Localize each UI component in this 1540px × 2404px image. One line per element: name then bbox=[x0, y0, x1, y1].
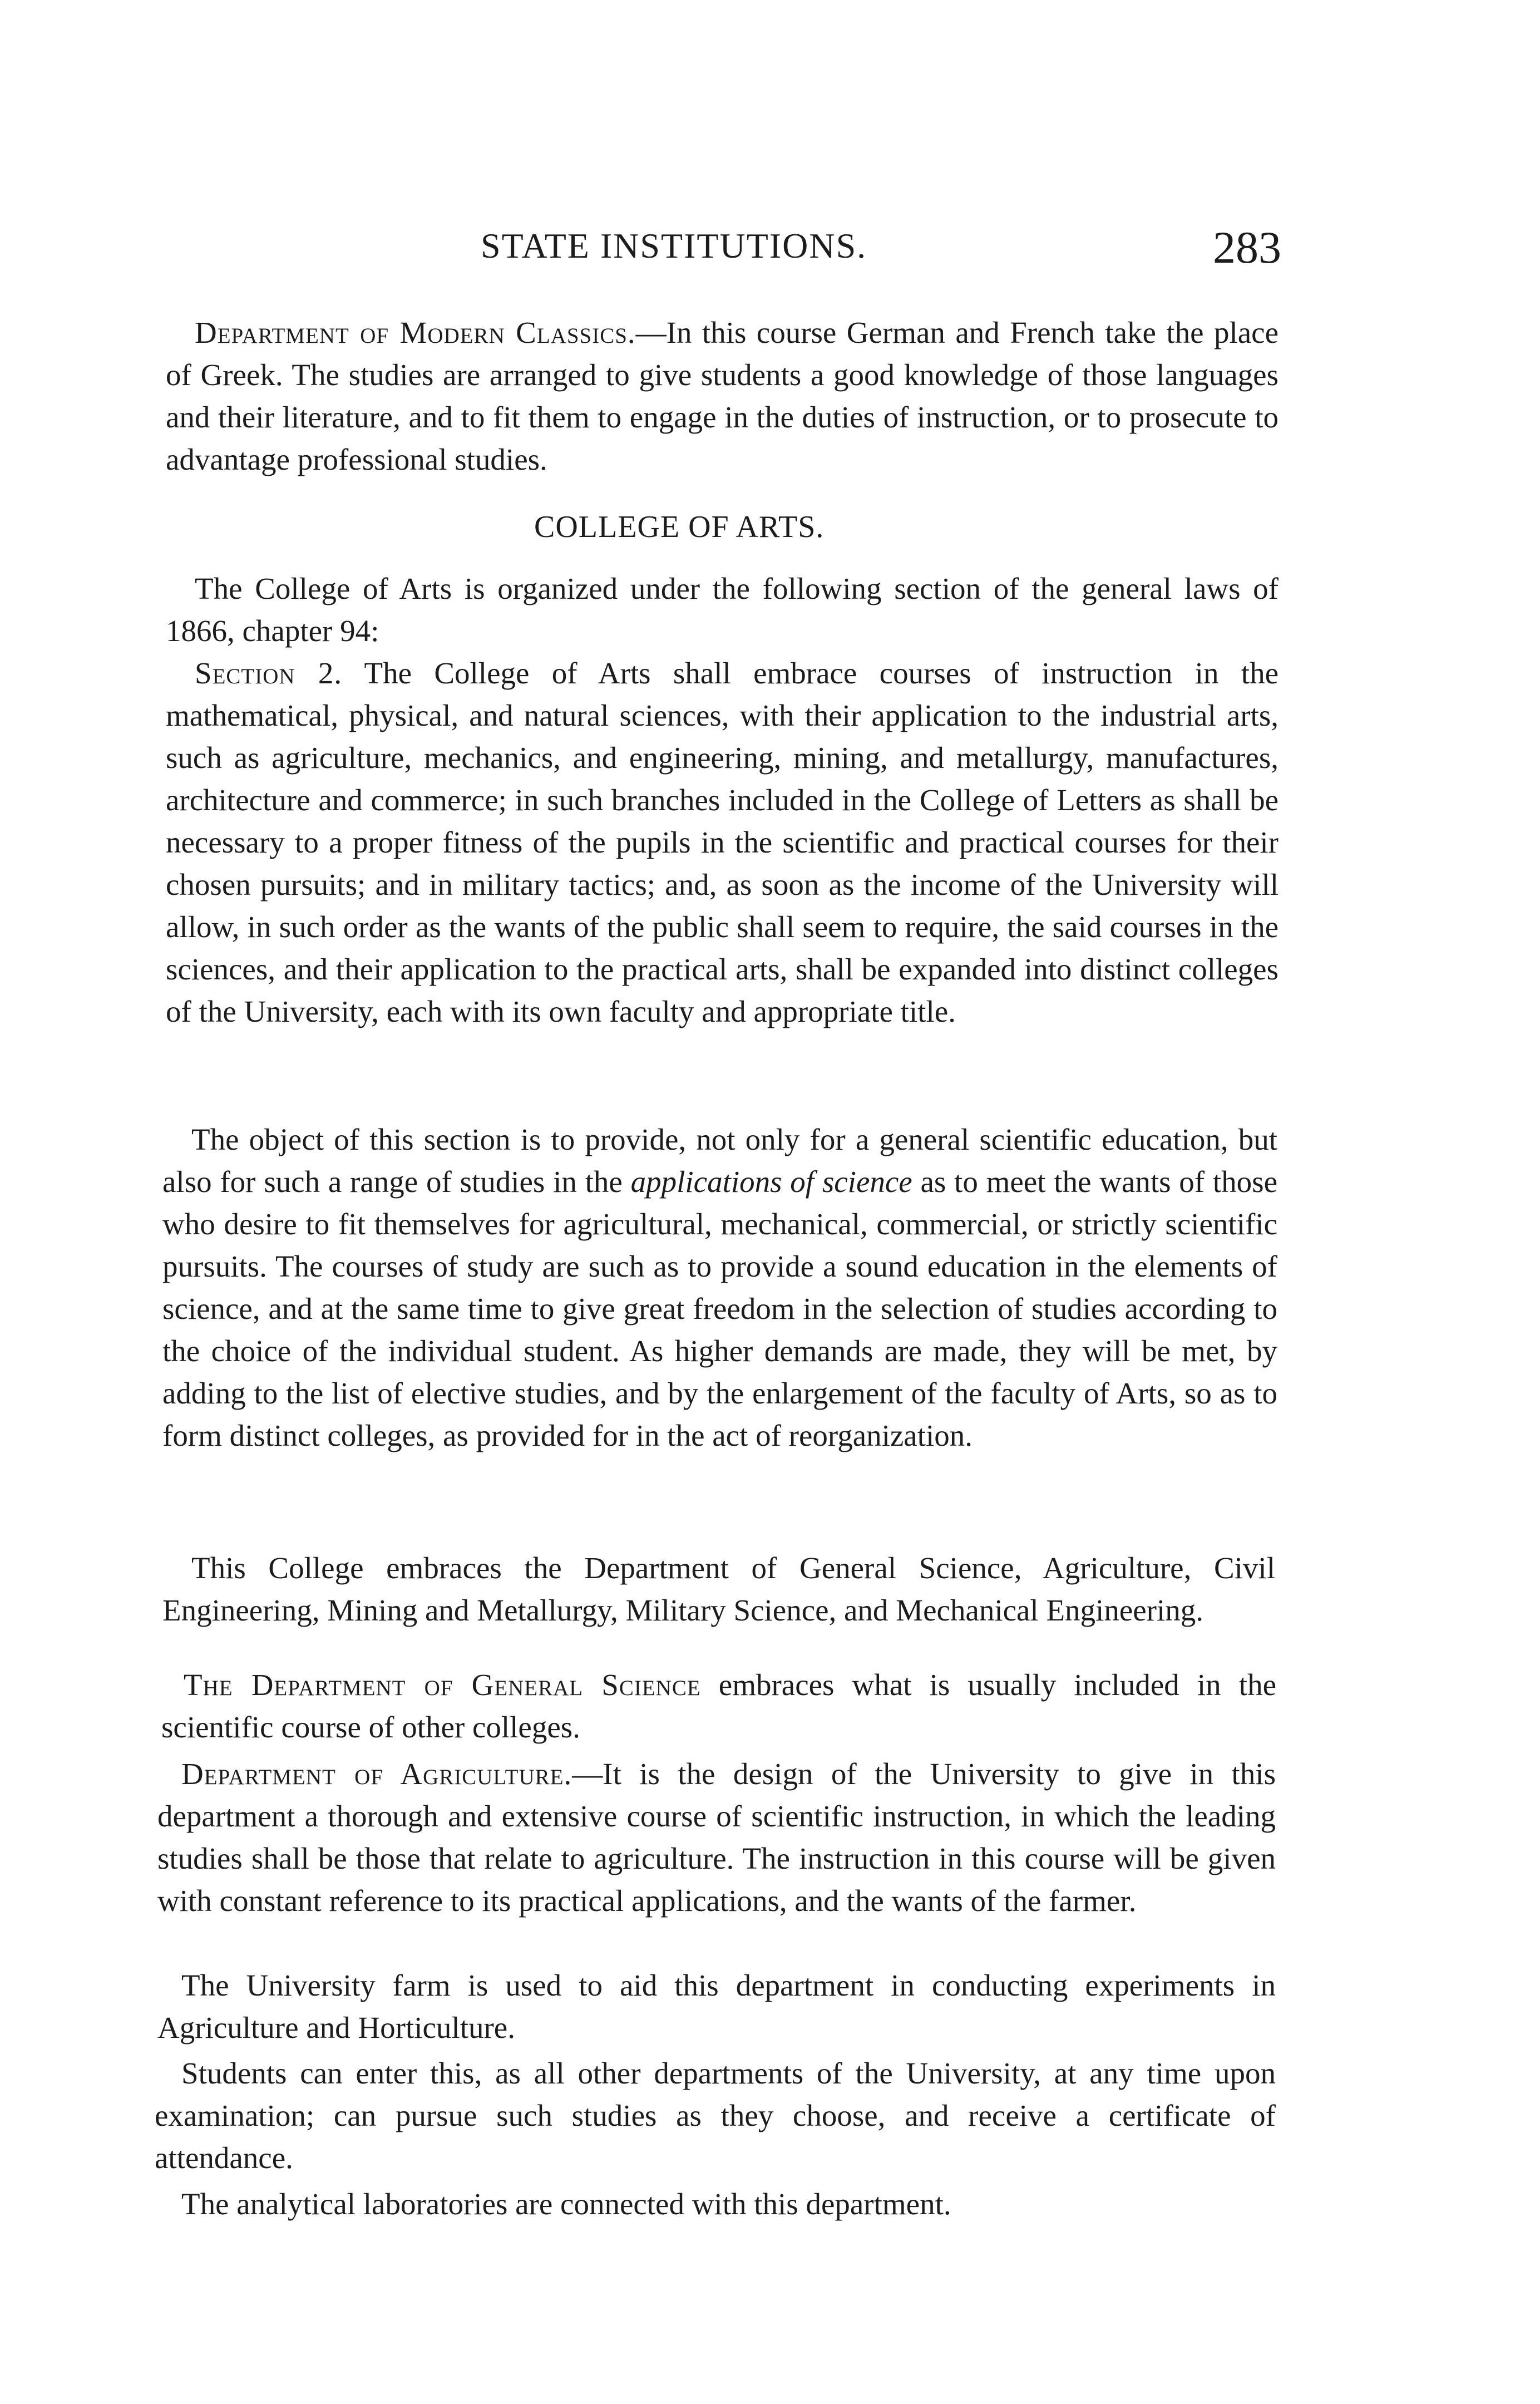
page-header-title: STATE INSTITUTIONS. bbox=[481, 226, 867, 265]
paragraph-laboratories: The analytical laboratories are connected with this department. bbox=[181, 2187, 951, 2221]
italic-phrase: applications of science bbox=[630, 1165, 912, 1199]
paragraph-lead: Section 2. bbox=[195, 656, 343, 690]
paragraph-lead: Department of Agriculture. bbox=[181, 1757, 572, 1791]
paragraph-text: —In this course German and French take the place of Greek. The studies are arranged to give students a good knowledge of those languages and their literature, and to fit them to engage in the duties of instruction, or to prosecute to advantage professional studies. bbox=[166, 316, 1279, 476]
paragraph-modern-classics bbox=[166, 312, 1279, 481]
page-number: 283 bbox=[1213, 222, 1281, 273]
paragraph-text: The object of this section is to provide, not only for a general scientific education, but also for such a range of studies in the bbox=[162, 1122, 1277, 1199]
paragraph-farm: The University farm is used to aid this department in conducting experiments in Agriculture and Horticulture. bbox=[157, 1968, 1276, 2045]
paragraph-lead: The Department of General Science bbox=[184, 1668, 701, 1702]
paragraph-embraces: This College embraces the Department of General Science, Agriculture, Civil Engineering, Mining and Metallurgy, Military Science, and Mechanical Engineering. bbox=[162, 1551, 1275, 1627]
paragraph-text: The College of Arts shall embrace courses of instruction in the mathematical, physical, and natural sciences, with their application to the industrial arts, such as agriculture, mechanics, and engineering, mining, and metallurgy, manufactures, architecture and commerce; in such branches included in the College of Letters as shall be necessary to a proper fitness of the pupils in the scientific and practical courses for their chosen pursuits; and in military tactics; and, as soon as the income of the University will allow, in such order as the wants of the public shall seem to require, the said courses in the sciences, and their application to the practical arts, shall be expanded into distinct colleges of the University, each with its own faculty and appropriate title. bbox=[166, 656, 1279, 1028]
paragraph-agriculture bbox=[157, 1753, 1276, 1922]
paragraph-general-science bbox=[161, 1664, 1276, 1748]
paragraph-lead: Department of Modern Classics. bbox=[195, 316, 636, 349]
paragraph-object bbox=[162, 1119, 1277, 1457]
paragraph-text: embraces what is usually included in the scientific course of other colleges. bbox=[161, 1668, 1276, 1744]
paragraph-text: —It is the design of the University to give in this department a thorough and extensive course of scientific instruction, in which the leading studies shall be those that relate to agriculture. The instruction in this course will be given with constant reference to its practical applications, and the wants of the farmer. bbox=[157, 1757, 1276, 1918]
section-heading: COLLEGE OF ARTS. bbox=[534, 510, 825, 544]
paragraph-section-2 bbox=[166, 652, 1279, 1033]
paragraph-text: as to meet the wants of those who desire to fit themselves for agricultural, mechanical, commercial, or strictly scientific pursuits. The courses of study are such as to provide a sound education in the elements of science, and at the same time to give great freedom in the selection of studies according to the choice of the individual student. As higher demands are made, they will be met, by adding to the list of elective studies, and by the enlargement of the faculty of Arts, so as to form distinct colleges, as provided for in the act of reorganization. bbox=[162, 1165, 1277, 1452]
paragraph-organized: The College of Arts is organized under the following section of the general laws of 1866, chapter 94: bbox=[166, 572, 1279, 648]
paragraph-students: Students can enter this, as all other departments of the University, at any time upon examination; can pursue such studies as they choose, and receive a certificate of attendance. bbox=[155, 2056, 1276, 2175]
